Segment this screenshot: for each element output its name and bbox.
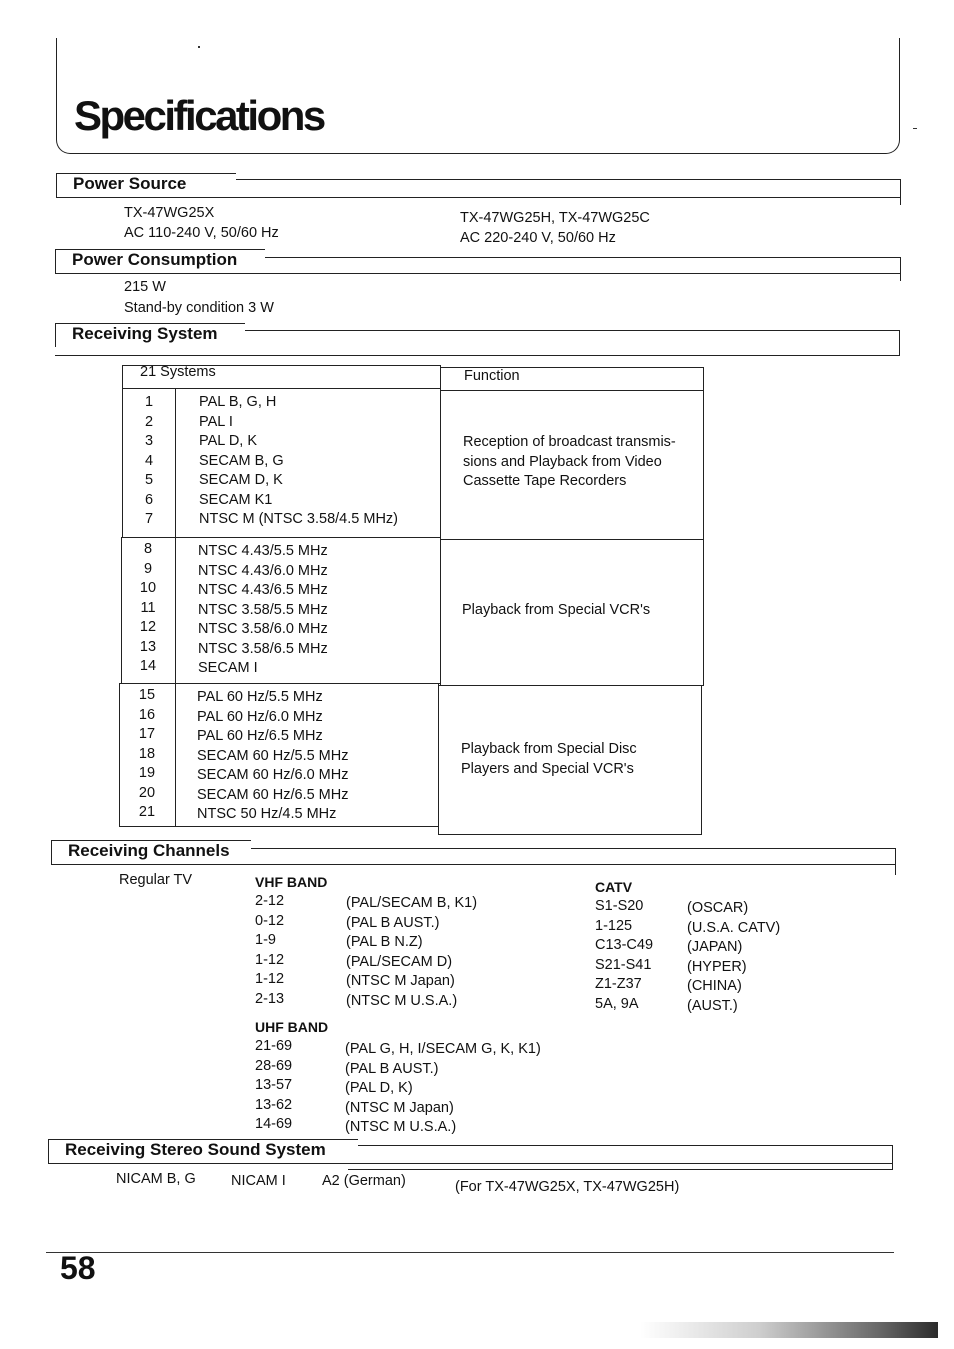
- stereo-item-a2: A2 (German): [322, 1173, 406, 1189]
- power-consumption-heading: Power Consumption: [72, 250, 238, 269]
- table-group-2-systems: NTSC 4.43/5.5 MHz NTSC 4.43/6.0 MHz NTSC 4.43/6.5 MHz NTSC 3.58/5.5 MHz NTSC 3.58/6.0 MHz NTSC 3.58/6.5 MHz SECAM I: [198, 543, 328, 676]
- section-header-receiving-channels: [51, 840, 896, 864]
- table-group-1-systems: PAL B, G, H PAL I PAL D, K SECAM B, G SECAM D, K SECAM K1 NTSC M (NTSC 3.58/4.5 MHz): [199, 394, 398, 527]
- power-source-left-spec: AC 110-240 V, 50/60 Hz: [124, 225, 279, 241]
- table-group-1-numbers: 1 2 3 4 5 6 7: [144, 394, 154, 527]
- scan-artifact: [640, 1322, 938, 1338]
- table-header-systems: 21 Systems: [140, 364, 216, 380]
- receiving-system-table: [122, 365, 704, 835]
- power-source-right-model: TX-47WG25H, TX-47WG25C: [460, 210, 650, 226]
- power-consumption-standby: Stand-by condition 3 W: [124, 300, 274, 316]
- table-group-3-systems: PAL 60 Hz/5.5 MHz PAL 60 Hz/6.0 MHz PAL 60 Hz/6.5 MHz SECAM 60 Hz/5.5 MHz SECAM 60 Hz/6.0 MHz SECAM 60 Hz/6.5 MHz NTSC 50 Hz/4.5 MHz: [197, 689, 349, 822]
- table-group-2-numbers: 8 9 10 11 12 13 14: [139, 541, 157, 674]
- vhf-band-label: VHF BAND: [255, 874, 328, 890]
- uhf-systems: (PAL G, H, I/SECAM G, K, K1) (PAL B AUST.) (PAL D, K) (NTSC M Japan) (NTSC M U.S.A.): [345, 1041, 541, 1135]
- receiving-channels-heading: Receiving Channels: [68, 841, 230, 860]
- stereo-item-nicam-i: NICAM I: [231, 1173, 286, 1189]
- stereo-sound-heading: Receiving Stereo Sound System: [65, 1140, 326, 1159]
- scan-speck: [913, 128, 917, 129]
- receiving-system-heading: Receiving System: [72, 324, 218, 343]
- footer-rule: [46, 1252, 894, 1253]
- uhf-band-label: UHF BAND: [255, 1019, 329, 1035]
- scan-speck: [198, 46, 200, 48]
- power-source-left-model: TX-47WG25X: [124, 205, 215, 221]
- section-header-receiving-system: [55, 323, 900, 347]
- table-header-function: Function: [464, 368, 520, 384]
- catv-label: CATV: [595, 879, 633, 895]
- stereo-item-nicam-bg: NICAM B, G: [116, 1171, 196, 1187]
- power-source-heading: Power Source: [73, 174, 187, 193]
- section-header-stereo-sound: [48, 1139, 893, 1163]
- regular-tv-label: Regular TV: [119, 872, 193, 888]
- table-group-3-function: Playback from Special Disc Players and Special VCR's: [461, 741, 637, 777]
- table-group-2-function: Playback from Special VCR's: [462, 602, 651, 618]
- vhf-channels: 2-12 0-12 1-9 1-12 1-12 2-13: [255, 893, 285, 1007]
- table-group-1-function: Reception of broadcast transmis- sions and Playback from Video Cassette Tape Recorders: [463, 434, 676, 489]
- power-consumption-value: 215 W: [124, 279, 166, 295]
- stereo-item-models: (For TX-47WG25X, TX-47WG25H): [455, 1179, 680, 1195]
- section-header-power-source: [56, 173, 901, 197]
- vhf-systems: (PAL/SECAM B, K1) (PAL B AUST.) (PAL B N.Z) (PAL/SECAM D) (NTSC M Japan) (NTSC M U.S.A.): [346, 895, 478, 1009]
- uhf-channels: 21-69 28-69 13-57 13-62 14-69: [255, 1038, 293, 1132]
- table-group-3-numbers: 15 16 17 18 19 20 21: [138, 687, 156, 820]
- page-title: Specifications: [74, 92, 324, 139]
- page-number: 58: [60, 1250, 96, 1286]
- catv-channels: S1-S20 1-125 C13-C49 S21-S41 Z1-Z37 5A, 9A: [595, 898, 654, 1012]
- catv-regions: (OSCAR) (U.S.A. CATV) (JAPAN) (HYPER) (CHINA) (AUST.): [687, 900, 781, 1014]
- section-header-power-consumption: [55, 249, 901, 273]
- power-source-right-spec: AC 220-240 V, 50/60 Hz: [460, 230, 616, 246]
